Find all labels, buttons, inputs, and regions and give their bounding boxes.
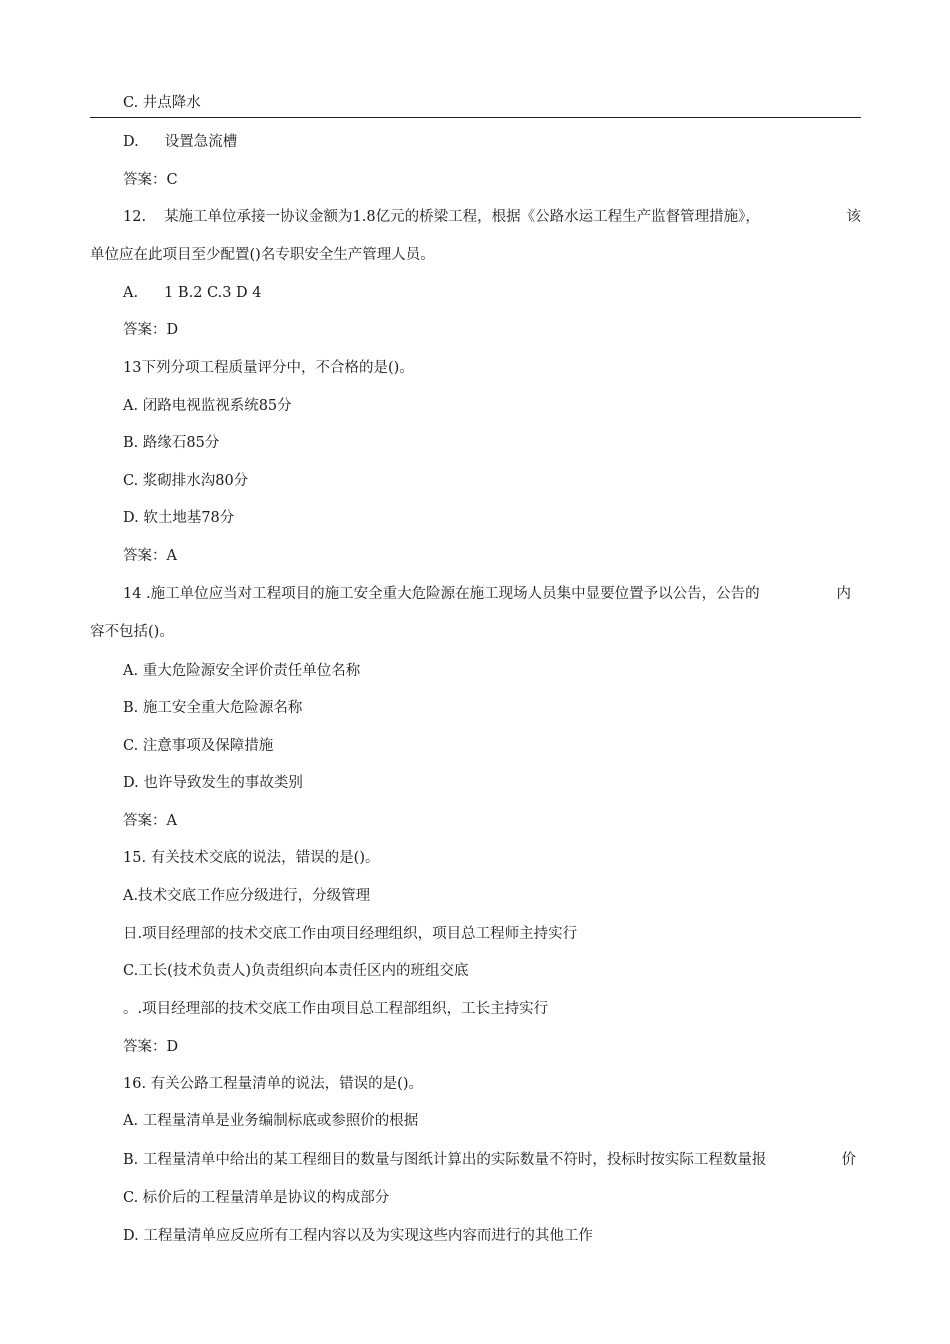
- question-15-option-a: A.技术交底工作应分级进行，分级管理: [123, 888, 371, 904]
- question-text-tail: 该: [846, 209, 861, 225]
- question-16-option-b: [123, 1150, 856, 1170]
- option-text-tail: 价: [841, 1152, 856, 1168]
- question-14-line-2: 容不包括()。: [90, 624, 174, 640]
- option-c-well-dewatering: C. 井点降水: [123, 95, 201, 111]
- option-d-chute: [123, 132, 237, 152]
- answer-13: 答案：A: [123, 548, 177, 564]
- question-13-option-d: D. 软土地基78分: [123, 510, 235, 526]
- question-15: 15. 有关技术交底的说法，错误的是()。: [123, 850, 380, 866]
- option-text: 设置急流槽: [164, 134, 238, 150]
- question-16: 16. 有关公路工程量清单的说法，错误的是()。: [123, 1076, 423, 1092]
- question-text: [123, 207, 760, 227]
- question-16-option-d: D. 工程量清单应反应所有工程内容以及为实现这些内容而进行的其他工作: [123, 1228, 593, 1244]
- question-number: 12.: [123, 209, 147, 225]
- option-text: B. 工程量清单中给出的某工程细目的数量与图纸计算出的实际数量不符时，投标时按实际工程数量报: [123, 1152, 767, 1168]
- question-12-line-1: [123, 207, 861, 227]
- question-14-line-1: [123, 584, 851, 604]
- option-letter: D.: [123, 134, 139, 150]
- question-14-option-a: A. 重大危险源安全评价责任单位名称: [123, 663, 361, 679]
- answer-14: 答案：A: [123, 813, 177, 829]
- answer-15: 答案：D: [123, 1039, 179, 1055]
- option-letter: A.: [123, 285, 139, 301]
- question-15-option-b: 日.项目经理部的技术交底工作由项目经理组织，项目总工程师主持实行: [123, 926, 578, 942]
- question-text-tail: 内: [836, 586, 851, 602]
- question-13-option-a: A. 闭路电视监视系统85分: [123, 398, 292, 414]
- question-15-option-c: C.工长(技术负责人)负责组织向本责任区内的班组交底: [123, 963, 469, 979]
- option-text: 1 B.2 C.3 D 4: [164, 285, 262, 301]
- question-16-option-a: A. 工程量清单是业务编制标底或参照价的根据: [123, 1113, 419, 1129]
- question-16-option-c: C. 标价后的工程量清单是协议的构成部分: [123, 1190, 390, 1206]
- question-13-option-b: B. 路缘石85分: [123, 435, 220, 451]
- horizontal-rule: [90, 117, 861, 118]
- question-14-option-d: D. 也许导致发生的事故类别: [123, 775, 303, 791]
- question-body: 某施工单位承接一协议金额为1.8亿元的桥梁工程，根据《公路水运工程生产监督管理措施》，: [164, 209, 760, 225]
- question-13-option-c: C. 浆砌排水沟80分: [123, 473, 249, 489]
- question-15-option-d: 。.项目经理部的技术交底工作由项目总工程部组织，工长主持实行: [123, 1001, 549, 1017]
- question-12-line-2: 单位应在此项目至少配置()名专职安全生产管理人员。: [90, 247, 435, 263]
- question-12-options: [123, 283, 262, 303]
- question-14-option-b: B. 施工安全重大危险源名称: [123, 700, 303, 716]
- answer-11: 答案：C: [123, 172, 178, 188]
- question-body: 14 .施工单位应当对工程项目的施工安全重大危险源在施工现场人员集中显要位置予以公告，公告的: [123, 586, 760, 602]
- question-14-option-c: C. 注意事项及保障措施: [123, 738, 274, 754]
- question-13: 13下列分项工程质量评分中，不合格的是()。: [123, 360, 414, 376]
- answer-12: 答案：D: [123, 322, 179, 338]
